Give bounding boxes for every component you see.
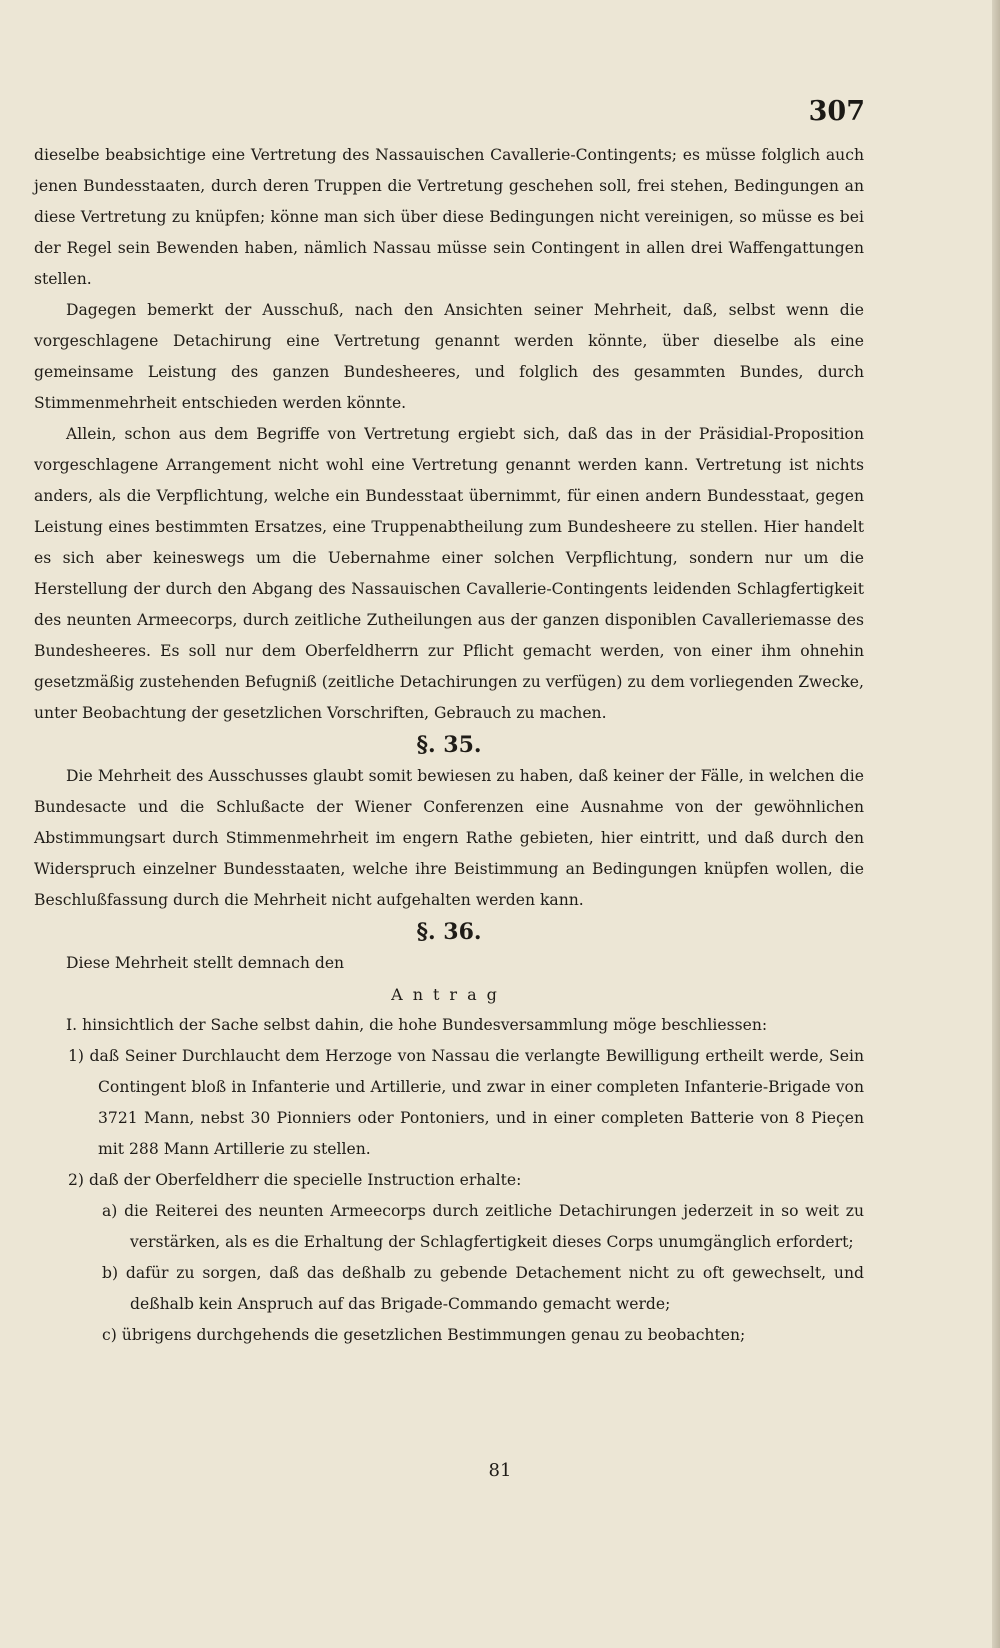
antrag-item-1: 1) daß Seiner Durchlaucht dem Herzoge von Nassau die verlangte Bewilligung ertheilt werde, Sein Contingent bloß in Infanterie und Artillerie, und zwar in einer completen Infanterie-Brigade von 3721 Mann, nebst 30 Pionniers oder Pontoniers, und in einer completen Batterie von 8 Pieçen mit 288 Mann Artillerie zu stellen. [68,1047,864,1158]
antrag-part-I: I. hinsichtlich der Sache selbst dahin, die hohe Bundesversammlung möge beschliessen: [66,1016,768,1034]
antrag-subitem-a: a) die Reiterei des neunten Armeecorps durch zeitliche Detachirungen jederzeit in so weit zu verstärken, als es die Erhaltung der Schlagfertigkeit dieses Corps unumgänglich erfordert; [102,1202,864,1251]
paragraph-2: Dagegen bemerkt der Ausschuß, nach den Ansichten seiner Mehrheit, daß, selbst wenn die vorgeschlagene Detachirung eine Vertretung genannt werden könnte, über dieselbe als eine gemeinsame Leistung des ganzen Bundesheeres, und folglich des gesammten Bundes, durch Stimmenmehrheit entschieden werden könnte. [34,301,864,412]
section-36-heading: §. 36. [416,919,482,945]
antrag-heading: Antrag [391,985,507,1004]
antrag-subitem-b: b) dafür zu sorgen, daß das deßhalb zu gebende Detachement nicht zu oft gewechselt, und deßhalb kein Anspruch auf das Brigade-Commando gemacht werde; [102,1264,864,1313]
antrag-subitem-c: c) übrigens durchgehends die gesetzlichen Bestimmungen genau zu beobachten; [102,1326,746,1344]
signature-mark: 81 [488,1460,512,1481]
section-35-heading: §. 35. [416,732,482,758]
page-number: 307 [808,96,865,127]
section-36-intro: Diese Mehrheit stellt demnach den [66,954,345,972]
paragraph-3: Allein, schon aus dem Begriffe von Vertretung ergiebt sich, daß das in der Präsidial-Proposition vorgeschlagene Arrangement nicht wohl eine Vertretung genannt werden kann. Vertretung ist nichts anders, als die Verpflichtung, welche ein Bundesstaat übernimmt, für einen andern Bundesstaat, gegen Leistung eines bestimmten Ersatzes, eine Truppenabtheilung zum Bundesheere zu stellen. Hier handelt es sich aber keineswegs um die Uebernahme einer solchen Verpflichtung, sondern nur um die Herstellung der durch den Abgang des Nassauischen Cavallerie-Contingents leidenden Schlagfertigkeit des neunten Armeecorps, durch zeitliche Zutheilungen aus der ganzen disponiblen Cavalleriemasse des Bundesheeres. Es soll nur dem Oberfeldherrn zur Pflicht gemacht werden, von einer ihm ohnehin gesetzmäßig zustehenden Befugniß (zeitliche Detachirungen zu verfügen) zu dem vorliegenden Zwecke, unter Beobachtung der gesetzlichen Vorschriften, Gebrauch zu machen. [34,425,864,722]
page-edge [992,0,1000,1648]
body-text [34,140,864,1351]
antrag-item-2: 2) daß der Oberfeldherr die specielle Instruction erhalte: [68,1171,522,1189]
paragraph-1: dieselbe beabsichtige eine Vertretung des Nassauischen Cavallerie-Contingents; es müsse folglich auch jenen Bundesstaaten, durch deren Truppen die Vertretung geschehen soll, frei stehen, Bedingungen an diese Vertretung zu knüpfen; könne man sich über diese Bedingungen nicht vereinigen, so müsse es bei der Regel sein Bewenden haben, nämlich Nassau müsse sein Contingent in allen drei Waffengattungen stellen. [34,146,864,288]
section-35-text: Die Mehrheit des Ausschusses glaubt somit bewiesen zu haben, daß keiner der Fälle, in welchen die Bundesacte und die Schlußacte der Wiener Conferenzen eine Ausnahme von der gewöhnlichen Abstimmungsart durch Stimmenmehrheit im engern Rathe gebieten, hier eintritt, und daß durch den Widerspruch einzelner Bundesstaaten, welche ihre Beistimmung an Bedingungen knüpfen wollen, die Beschlußfassung durch die Mehrheit nicht aufgehalten werden kann. [34,767,864,909]
